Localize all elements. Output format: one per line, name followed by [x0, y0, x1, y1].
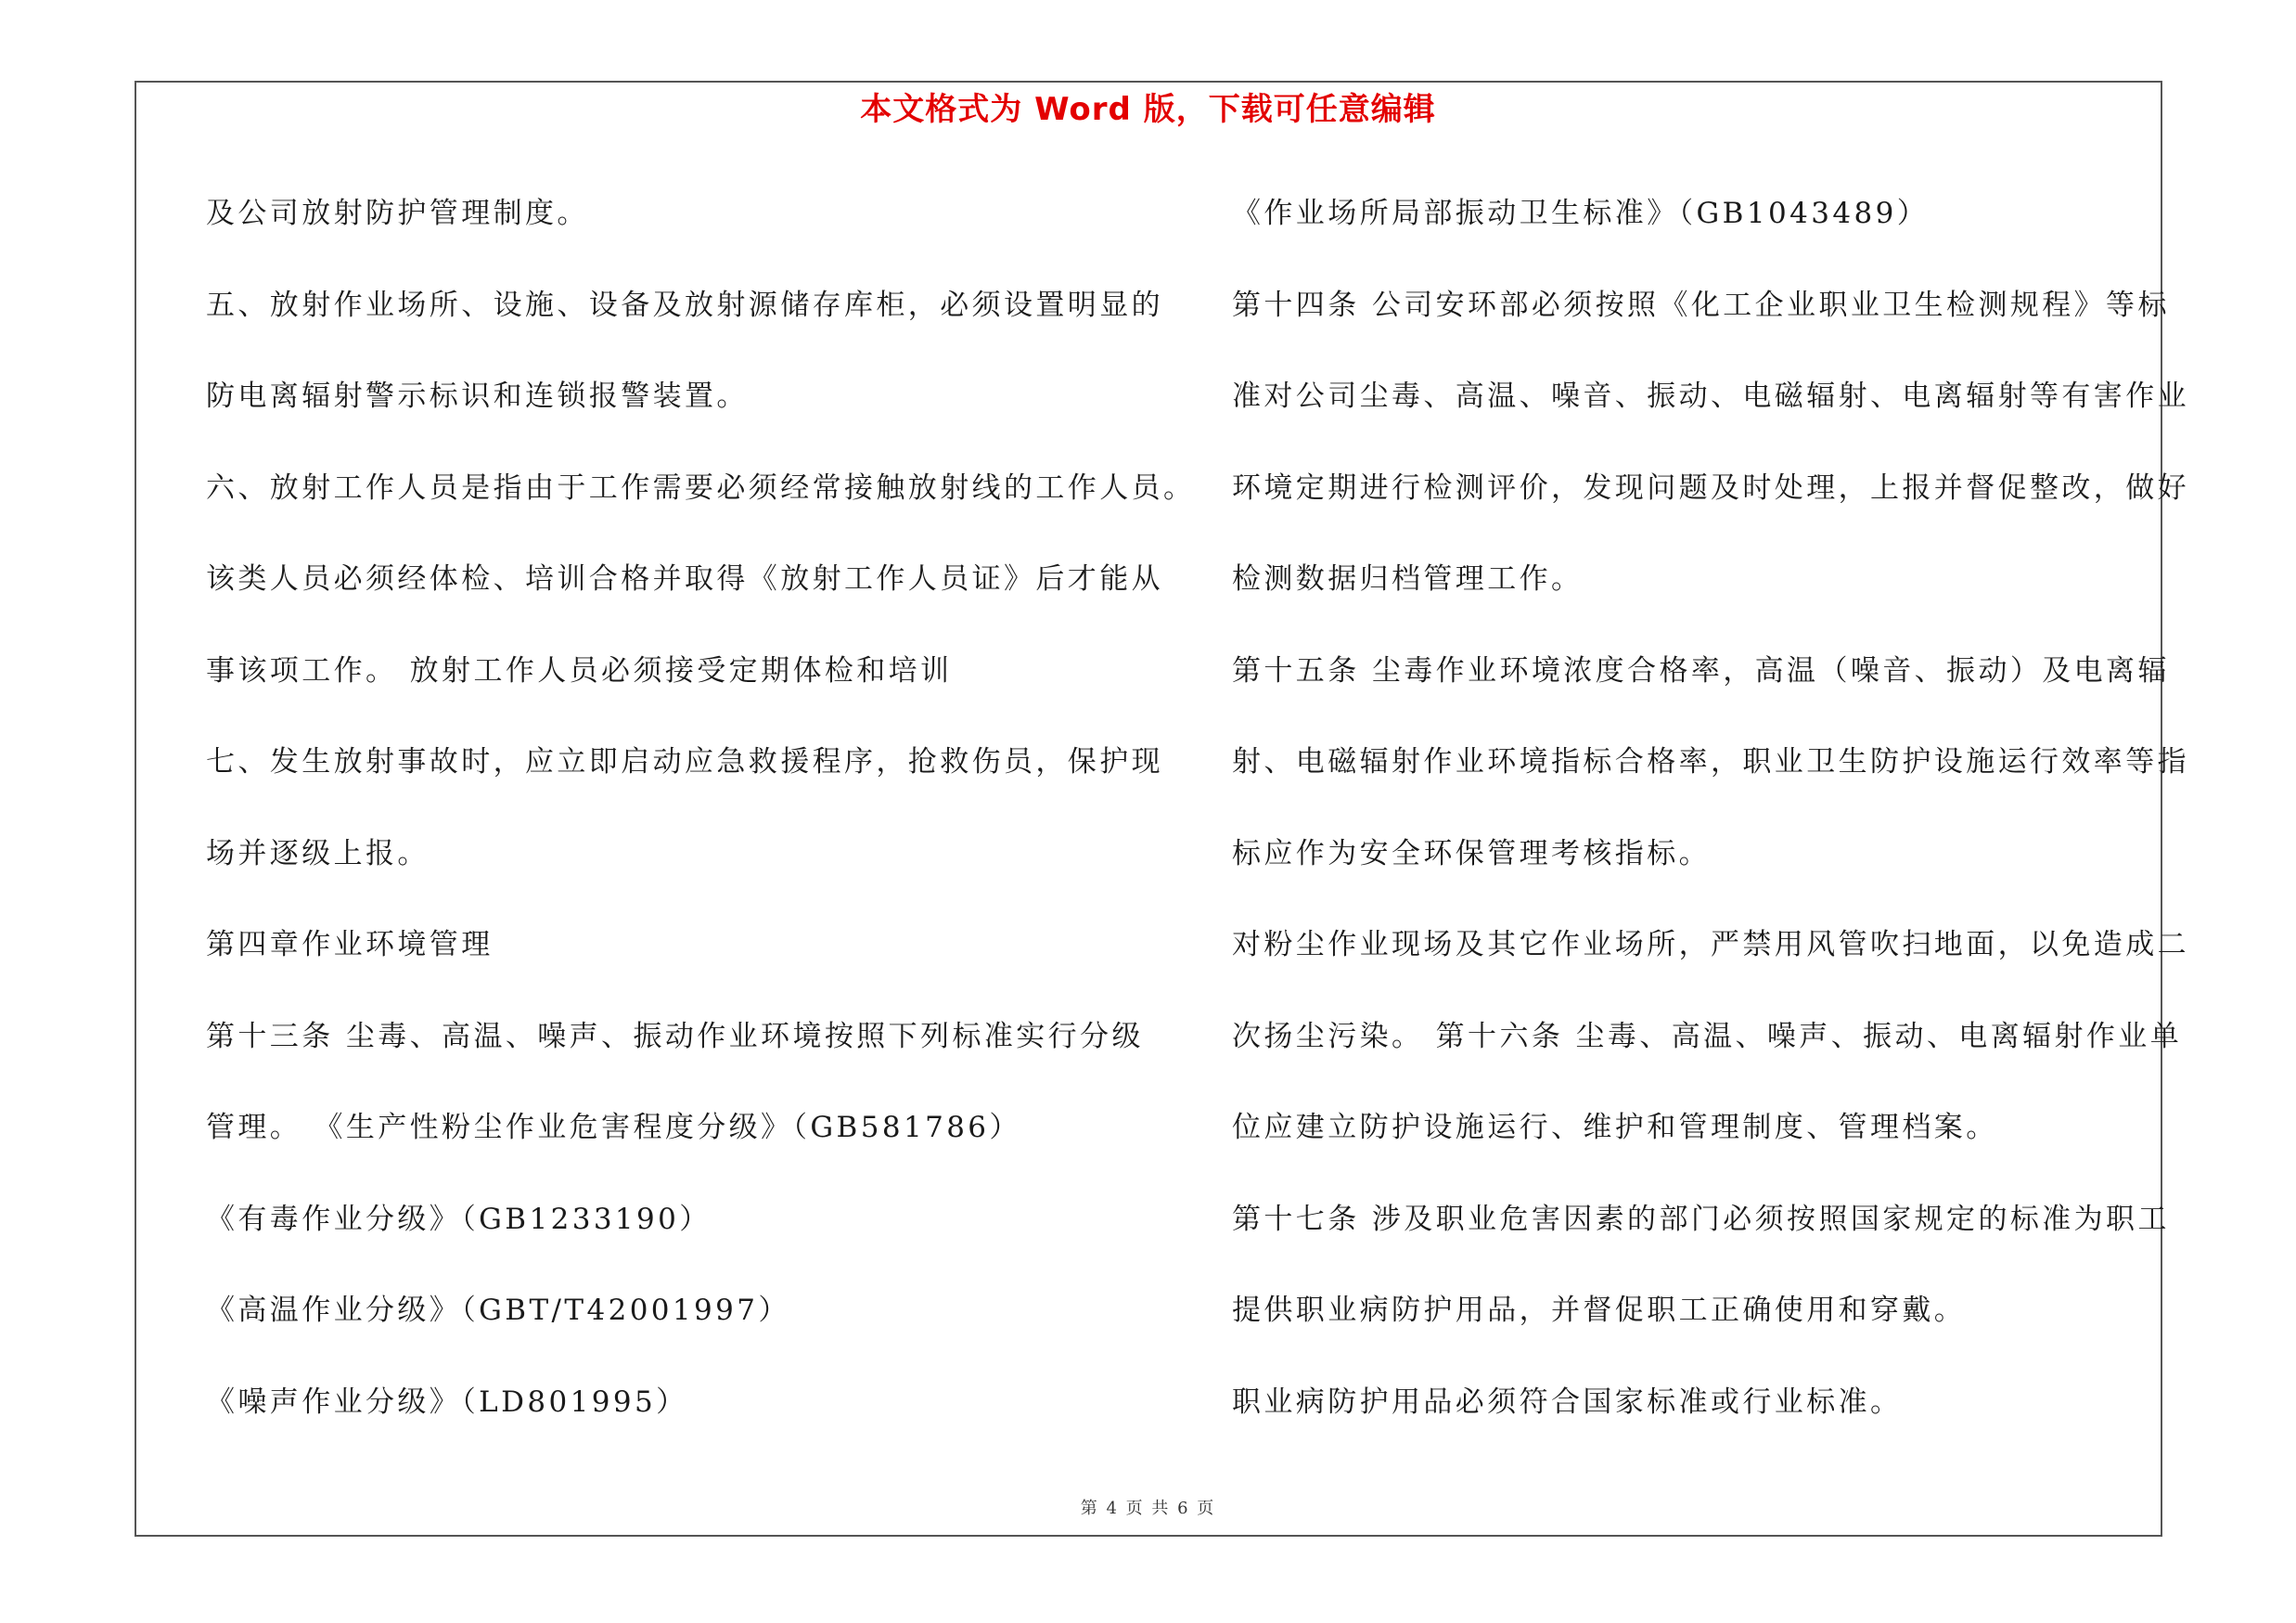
text-line: 检测数据归档管理工作。 [1232, 562, 1584, 596]
text-line: 职业病防护用品必须符合国家标准或行业标准。 [1232, 1385, 1903, 1419]
text-line: 位应建立防护设施运行、维护和管理制度、管理档案。 [1232, 1111, 1998, 1144]
text-line: 《作业场所局部振动卫生标准》（GB1043489） [1232, 197, 1930, 230]
text-line: 七、发生放射事故时，应立即启动应急救援程序，抢救伤员，保护现 [206, 745, 1163, 779]
text-line: 及公司放射防护管理制度。 [206, 197, 589, 230]
text-line: 第十三条 尘毒、高温、噪声、振动作业环境按照下列标准实行分级 [206, 1019, 1144, 1053]
right-column [1232, 186, 2189, 1465]
text-line: 环境定期进行检测评价，发现问题及时处理，上报并督促整改，做好 [1232, 470, 2189, 505]
text-line: 六、放射工作人员是指由于工作需要必须经常接触放射线的工作人员。 [206, 470, 1196, 505]
text-line: 事该项工作。 放射工作人员必须接受定期体检和培训 [206, 653, 953, 688]
text-line: 《噪声作业分级》（LD801995） [206, 1385, 688, 1419]
left-column [206, 186, 1196, 1465]
text-line: 第十四条 公司安环部必须按照《化工企业职业卫生检测规程》等标 [1232, 288, 2170, 322]
text-line: 准对公司尘毒、高温、噪音、振动、电磁辐射、电离辐射等有害作业 [1232, 380, 2189, 413]
text-line: 标应作为安全环保管理考核指标。 [1232, 836, 1711, 870]
text-line: 《高温作业分级》（GBT/T42001997） [206, 1294, 790, 1327]
text-line: 提供职业病防护用品，并督促职工正确使用和穿戴。 [1232, 1294, 1967, 1327]
text-line: 射、电磁辐射作业环境指标合格率，职业卫生防护设施运行效率等指 [1232, 745, 2189, 779]
text-line: 《有毒作业分级》（GB1233190） [206, 1202, 712, 1236]
text-line: 五、放射作业场所、设施、设备及放射源储存库柜，必须设置明显的 [206, 288, 1163, 322]
chapter-heading: 第四章作业环境管理 [206, 928, 494, 961]
text-line: 防电离辐射警示标识和连锁报警装置。 [206, 380, 749, 413]
text-line: 管理。 《生产性粉尘作业危害程度分级》（GB581786） [206, 1111, 1021, 1144]
text-line: 对粉尘作业现场及其它作业场所，严禁用风管吹扫地面，以免造成二 [1232, 928, 2189, 961]
text-line: 第十七条 涉及职业危害因素的部门必须按照国家规定的标准为职工 [1232, 1202, 2170, 1236]
text-line: 第十五条 尘毒作业环境浓度合格率，高温（噪音、振动）及电离辐 [1232, 653, 2170, 688]
text-line: 该类人员必须经体检、培训合格并取得《放射工作人员证》后才能从 [206, 562, 1163, 596]
text-line: 次扬尘污染。 第十六条 尘毒、高温、噪声、振动、电离辐射作业单 [1232, 1019, 2183, 1053]
page-number-footer: 第 4 页 共 6 页 [1080, 1499, 1216, 1518]
word-format-banner: 本文格式为 Word 版，下载可任意编辑 [860, 91, 1436, 128]
text-line: 场并逐级上报。 [206, 836, 430, 870]
